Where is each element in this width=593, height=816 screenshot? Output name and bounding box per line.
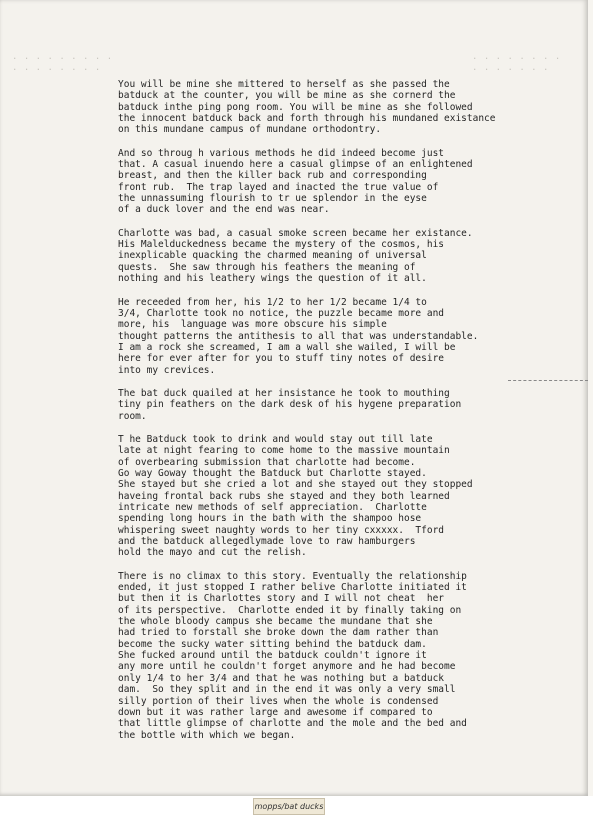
- text-line: on this mundane campus of mundane orthodontry.: [118, 124, 382, 136]
- paragraph: [118, 297, 584, 376]
- text-line: He receeded from her, his 1/2 to her 1/2 became 1/4 to: [118, 296, 427, 308]
- paragraph: [118, 571, 584, 741]
- text-line: batduck at the counter, you will be mine as she cornerd the: [118, 90, 456, 102]
- text-line: hold the mayo and cut the relish.: [118, 547, 307, 559]
- text-line: but then it is Charlottes story and I will not cheat her: [118, 593, 445, 605]
- bleed-through-mark: . . . . . . .: [472, 63, 549, 73]
- text-line: the innocent batduck back and forth through his mundaned existance: [118, 113, 496, 125]
- text-line: thought patterns the antithesis to all that was understandable.: [118, 330, 479, 342]
- folder-tag-label: mopps/bat ducks: [253, 798, 325, 815]
- text-line: You will be mine she mittered to herself as she passed the: [118, 79, 450, 90]
- text-line: haveing frontal back rubs she stayed and they both learned: [118, 490, 450, 502]
- text-line: more, his language was more obscure his simple: [118, 319, 387, 331]
- text-line: inexplicable quacking the charmed meaning of universal: [118, 250, 427, 262]
- text-line: down but it was rather large and awesome if compared to: [118, 706, 433, 718]
- text-line: had tried to forstall she broke down the dam rather than: [118, 627, 439, 639]
- paragraph: [118, 228, 584, 285]
- text-line: 3/4, Charlotte took no notice, the puzzle became more and: [118, 307, 445, 319]
- story-text: [118, 79, 584, 753]
- text-line: late at night fearing to come home to the massive mountain: [118, 445, 450, 457]
- text-line: spending long hours in the bath with the shampoo hose: [118, 513, 422, 525]
- text-line: The bat duck quailed at her insistance he took to mouthing: [118, 387, 450, 399]
- text-line: any more until he couldn't forget anymore and he had become: [118, 661, 456, 673]
- text-line: Charlotte was bad, a casual smoke screen became her existance.: [118, 227, 473, 239]
- text-line: ended, it just stopped I rather belive Charlotte initiated it: [118, 582, 467, 594]
- bleed-through-mark: . . . . . . . . .: [12, 52, 113, 62]
- text-line: and the batduck allegedlymade love to raw hamburgers: [118, 536, 416, 548]
- text-line: become the sucky water sitting behind the batduck dam.: [118, 638, 427, 650]
- text-line: whispering sweet naughty words to her tiny cxxxxx. Tford: [118, 524, 445, 536]
- text-line: here for ever after for you to stuff tiny notes of desire: [118, 353, 445, 365]
- paragraph: [118, 148, 584, 216]
- text-line: dam. So they split and in the end it was only a very small: [118, 684, 456, 696]
- text-line: tiny pin feathers on the dark desk of his hygene preparation: [118, 399, 462, 411]
- text-line: I am a rock she screamed, I am a wall she wailed, I will be: [118, 341, 456, 353]
- text-line: There is no climax to this story. Eventually the relationship: [118, 570, 467, 582]
- paragraph: [118, 79, 584, 136]
- text-line: silly portion of their lives when the whole is condensed: [118, 695, 439, 707]
- text-line: Go way Goway thought the Batduck but Charlotte stayed.: [118, 467, 427, 479]
- bleed-through-mark: . . . . . . . .: [472, 52, 561, 62]
- text-line: room.: [118, 410, 147, 422]
- text-line: She stayed but she cried a lot and she stayed out they stopped: [118, 479, 473, 491]
- text-line: the unnassuming flourish to tr ue splendor in the eyse: [118, 193, 427, 205]
- text-line: His Malelduckedness became the mystery of the cosmos, his: [118, 239, 445, 251]
- text-line: the whole bloody campus she became the mundane that she: [118, 616, 433, 628]
- text-line: into my crevices.: [118, 364, 216, 376]
- text-line: front rub. The trap layed and inacted the true value of: [118, 181, 439, 193]
- text-line: And so throug h various methods he did indeed become just: [118, 147, 445, 159]
- text-line: of its perspective. Charlotte ended it by finally taking on: [118, 604, 462, 616]
- text-line: intricate new methods of self appreciation. Charlotte: [118, 502, 427, 513]
- text-line: of a duck lover and the end was near.: [118, 204, 330, 216]
- text-line: T he Batduck took to drink and would stay out till late: [118, 433, 433, 445]
- text-line: only 1/4 to her 3/4 and that he was nothing but a batduck: [118, 672, 445, 684]
- paragraph: [118, 388, 584, 422]
- text-line: the bottle with which we began.: [118, 729, 296, 741]
- text-line: nothing and his leathery wings the question of it all.: [118, 273, 427, 285]
- paragraph: [118, 434, 584, 559]
- text-line: quests. She saw through his feathers the meaning of: [118, 261, 416, 273]
- text-line: that. A casual inuendo here a casual glimpse of an enlightened: [118, 159, 473, 171]
- text-line: batduck inthe ping pong room. You will be mine as she followed: [118, 101, 473, 113]
- bleed-through-mark: . . . . . . . .: [12, 63, 101, 73]
- text-line: breast, and then the killer back rub and corresponding: [118, 170, 427, 182]
- text-line: She fucked around until the batduck couldn't ignore it: [118, 650, 427, 662]
- text-line: that little glimpse of charlotte and the mole and the bed and: [118, 718, 467, 730]
- text-line: of overbearing submission that charlotte had become.: [118, 456, 416, 468]
